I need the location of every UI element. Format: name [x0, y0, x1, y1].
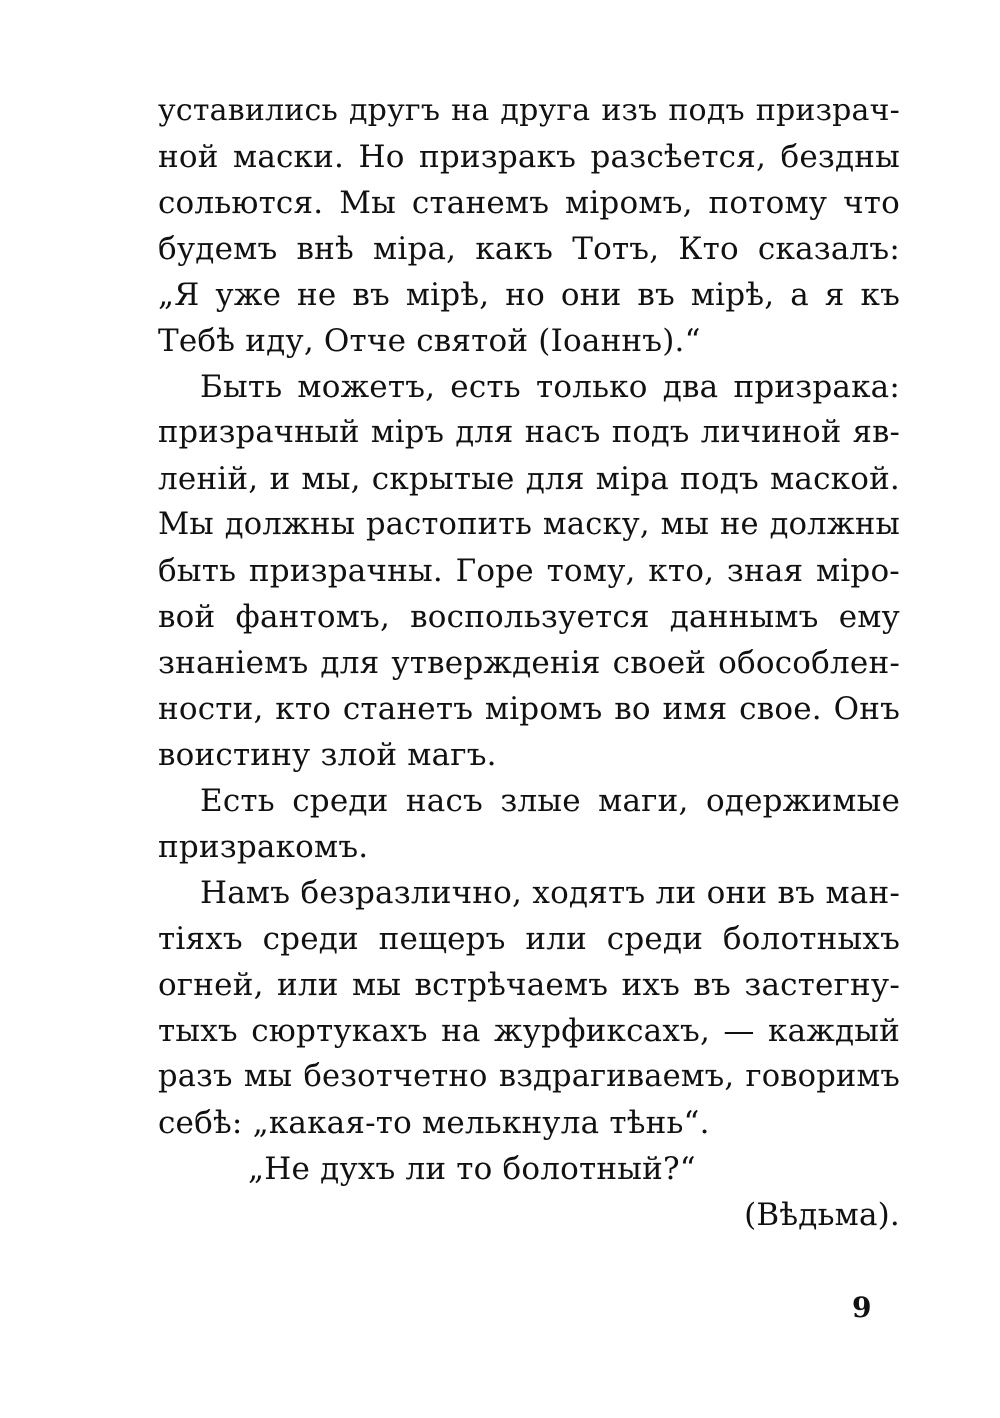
text-line: сольются. Мы станемъ міромъ, потому что	[158, 185, 900, 221]
epigraph-attribution: (Вѣдьма).	[744, 1197, 900, 1233]
text-line: тіяхъ среди пещеръ или среди болотныхъ	[158, 921, 900, 957]
text-line: ности, кто станетъ міромъ во имя свое. Онъ	[158, 691, 900, 727]
text-line: призракомъ.	[158, 829, 369, 865]
text-line: Намъ безразлично, ходятъ ли они въ ман-	[200, 875, 900, 911]
text-line: огней, или мы встрѣчаемъ ихъ въ застегну-	[158, 967, 900, 1003]
text-line: Быть можетъ, есть только два призрака:	[200, 369, 900, 405]
text-block	[158, 88, 900, 1238]
paragraph-4	[158, 870, 900, 1146]
page-number: 9	[852, 1291, 872, 1324]
text-line: себѣ: „какая-то мелькнула тѣнь“.	[158, 1105, 710, 1141]
text-line: знаніемъ для утвержденія своей обособлен-	[158, 645, 900, 681]
epigraph-quote: „Не духъ ли то болотный?“	[248, 1151, 696, 1187]
paragraph-2	[158, 364, 900, 778]
text-line: Есть среди насъ злые маги, одержимые	[200, 783, 900, 819]
paragraph-3	[158, 778, 900, 870]
text-line: Тебѣ иду, Отче святой (Іоаннъ).“	[158, 323, 701, 359]
text-line: призрачный міръ для насъ подъ личиной яв-	[158, 415, 900, 450]
text-line: воистину злой магъ.	[158, 737, 497, 773]
text-line: тыхъ сюртукахъ на журфиксахъ, — каждый	[158, 1013, 900, 1049]
text-line: уставились другъ на друга изъ подъ призрач-	[158, 93, 900, 128]
paragraph-1	[158, 88, 900, 364]
text-line: ной маски. Но призракъ разсѣется, бездны	[158, 139, 900, 175]
text-line: разъ мы безотчетно вздрагиваемъ, говоримъ	[158, 1059, 900, 1094]
text-line: леній, и мы, скрытые для міра подъ маской.	[158, 461, 900, 497]
text-line: Мы должны растопить маску, мы не должны	[158, 507, 900, 542]
text-line: будемъ внѣ міра, какъ Тотъ, Кто сказалъ:	[158, 231, 900, 267]
text-line: быть призрачны. Горе тому, кто, зная міро-	[158, 553, 900, 589]
text-line: вой фантомъ, воспользуется даннымъ ему	[158, 599, 900, 635]
text-line: „Я уже не въ мірѣ, но они въ мірѣ, а я къ	[158, 277, 900, 313]
